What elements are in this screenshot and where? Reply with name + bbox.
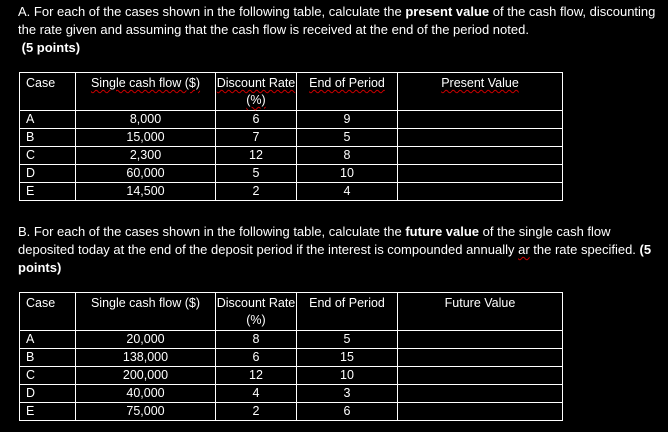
part-b-text-pre: B. For each of the cases shown in the following table, calculate the [18, 224, 406, 239]
cell-result [398, 349, 563, 367]
part-a-text-mid: of the cash flow, discounting the rate given and assuming that the cash flow is received at the end of the period noted. [18, 4, 656, 37]
cell-result [398, 403, 563, 421]
table-row [20, 111, 563, 129]
cell-result [398, 111, 563, 129]
cell-end-period: 5 [297, 331, 398, 349]
part-b-typo: ar [518, 242, 530, 257]
future-value-table [19, 292, 563, 421]
col-header-discount-rate: Discount Rate (%) [216, 73, 297, 111]
cell-result [398, 129, 563, 147]
cell-cash-flow: 2,300 [76, 147, 216, 165]
cell-result [398, 165, 563, 183]
col-header-end-period: End of Period [297, 73, 398, 111]
cell-result [398, 331, 563, 349]
cell-case: A [20, 331, 76, 349]
col-header-case: Case [20, 293, 76, 331]
cell-case: B [20, 349, 76, 367]
cell-case: B [20, 129, 76, 147]
table-row [20, 129, 563, 147]
col-header-cash-flow: Single cash flow ($) [76, 73, 216, 111]
cell-cash-flow: 20,000 [76, 331, 216, 349]
cell-discount-rate: 8 [216, 331, 297, 349]
cell-result [398, 367, 563, 385]
cell-end-period: 3 [297, 385, 398, 403]
col-header-case: Case [20, 73, 76, 111]
part-a-instructions [18, 3, 658, 57]
part-a-points: (5 points) [21, 40, 81, 55]
table-row [20, 183, 563, 201]
cell-cash-flow: 75,000 [76, 403, 216, 421]
part-b-text-mid2: the rate specified. [529, 242, 636, 257]
cell-discount-rate: 2 [216, 183, 297, 201]
future-value-table-body [20, 331, 563, 421]
cell-result [398, 147, 563, 165]
cell-end-period: 9 [297, 111, 398, 129]
table-row [20, 403, 563, 421]
part-b-points: (5 points) [18, 242, 652, 275]
part-b-bold-term: future value [405, 224, 480, 239]
table-row [20, 367, 563, 385]
col-header-future-value: Future Value [398, 293, 563, 331]
cell-cash-flow: 60,000 [76, 165, 216, 183]
table-row [20, 331, 563, 349]
col-header-cash-flow: Single cash flow ($) [76, 293, 216, 331]
part-b-instructions [18, 223, 658, 277]
cell-result [398, 183, 563, 201]
cell-cash-flow: 138,000 [76, 349, 216, 367]
cell-case: D [20, 385, 76, 403]
table-row [20, 385, 563, 403]
cell-discount-rate: 12 [216, 147, 297, 165]
table-row [20, 147, 563, 165]
cell-case: E [20, 403, 76, 421]
cell-end-period: 15 [297, 349, 398, 367]
col-header-end-period: End of Period [297, 293, 398, 331]
cell-cash-flow: 200,000 [76, 367, 216, 385]
present-value-table-body [20, 111, 563, 201]
cell-end-period: 8 [297, 147, 398, 165]
cell-end-period: 6 [297, 403, 398, 421]
table-header-row [20, 73, 563, 111]
cell-end-period: 10 [297, 165, 398, 183]
cell-discount-rate: 5 [216, 165, 297, 183]
part-a-text-pre: A. For each of the cases shown in the following table, calculate the [18, 4, 406, 19]
cell-case: D [20, 165, 76, 183]
table-header-row [20, 293, 563, 331]
cell-discount-rate: 2 [216, 403, 297, 421]
cell-result [398, 385, 563, 403]
cell-discount-rate: 6 [216, 349, 297, 367]
table-row [20, 349, 563, 367]
table-row [20, 165, 563, 183]
cell-discount-rate: 7 [216, 129, 297, 147]
cell-discount-rate: 6 [216, 111, 297, 129]
cell-end-period: 4 [297, 183, 398, 201]
cell-cash-flow: 40,000 [76, 385, 216, 403]
cell-case: C [20, 367, 76, 385]
col-header-discount-rate: Discount Rate (%) [216, 293, 297, 331]
cell-discount-rate: 4 [216, 385, 297, 403]
cell-case: A [20, 111, 76, 129]
cell-end-period: 5 [297, 129, 398, 147]
part-a-bold-term: present value [405, 4, 490, 19]
cell-end-period: 10 [297, 367, 398, 385]
cell-cash-flow: 8,000 [76, 111, 216, 129]
cell-case: C [20, 147, 76, 165]
cell-case: E [20, 183, 76, 201]
cell-cash-flow: 14,500 [76, 183, 216, 201]
col-header-present-value: Present Value [398, 73, 563, 111]
present-value-table [19, 72, 563, 201]
cell-cash-flow: 15,000 [76, 129, 216, 147]
part-b-text-mid1: of the single cash flow deposited today at the end of the deposit period if the interest is compounded annually [18, 224, 611, 257]
cell-discount-rate: 12 [216, 367, 297, 385]
